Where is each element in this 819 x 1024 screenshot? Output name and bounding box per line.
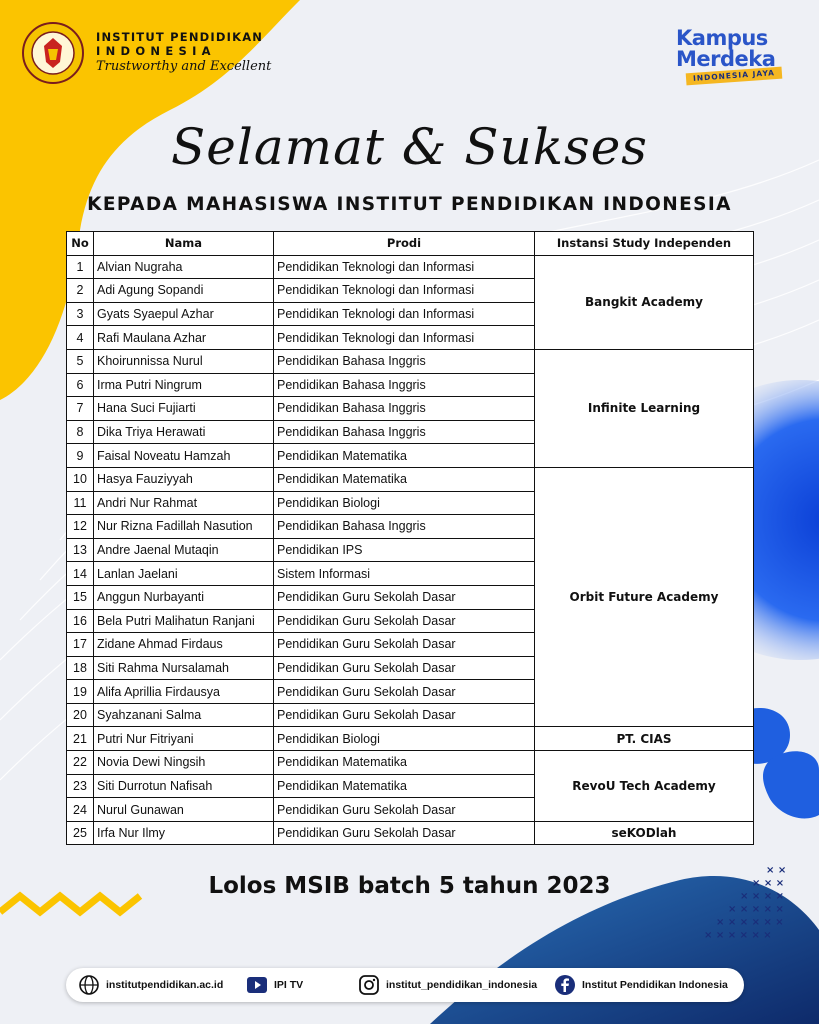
row-no: 7 xyxy=(67,397,94,421)
row-prodi: Pendidikan Guru Sekolah Dasar xyxy=(274,609,535,633)
row-no: 16 xyxy=(67,609,94,633)
row-nama: Irma Putri Ningrum xyxy=(94,373,274,397)
facebook-link[interactable] xyxy=(554,968,728,1002)
institution-tagline: Trustworthy and Excellent xyxy=(96,59,272,74)
row-no: 25 xyxy=(67,821,94,845)
row-nama: Irfa Nur Ilmy xyxy=(94,821,274,845)
youtube-label: IPI TV xyxy=(274,979,304,991)
table-body xyxy=(67,255,754,845)
row-nama: Anggun Nurbayanti xyxy=(94,585,274,609)
svg-text:× ×: × × xyxy=(766,865,787,876)
kampus-merdeka-logo xyxy=(670,26,790,88)
row-no: 6 xyxy=(67,373,94,397)
globe-icon xyxy=(78,974,100,996)
row-prodi: Sistem Informasi xyxy=(274,562,535,586)
social-bar xyxy=(66,968,744,1002)
row-prodi: Pendidikan Guru Sekolah Dasar xyxy=(274,680,535,704)
row-nama: Khoirunnissa Nurul xyxy=(94,349,274,373)
row-prodi: Pendidikan Bahasa Inggris xyxy=(274,373,535,397)
svg-text:× × × × × ×: × × × × × × xyxy=(704,930,772,941)
row-no: 2 xyxy=(67,279,94,303)
page-subtitle: KEPADA MAHASISWA INSTITUT PENDIDIKAN INDONESIA xyxy=(87,194,732,215)
row-nama: Gyats Syaepul Azhar xyxy=(94,302,274,326)
row-prodi: Pendidikan Guru Sekolah Dasar xyxy=(274,798,535,822)
row-no: 22 xyxy=(67,751,94,775)
row-prodi: Pendidikan Bahasa Inggris xyxy=(274,515,535,539)
table-row xyxy=(67,467,754,491)
row-no: 10 xyxy=(67,467,94,491)
row-instansi: Infinite Learning xyxy=(535,349,754,467)
row-prodi: Pendidikan Bahasa Inggris xyxy=(274,397,535,421)
row-prodi: Pendidikan Matematika xyxy=(274,774,535,798)
svg-text:× × ×: × × × xyxy=(752,878,785,889)
row-instansi: PT. CIAS xyxy=(535,727,754,751)
row-nama: Syahzanani Salma xyxy=(94,703,274,727)
row-prodi: Pendidikan Biologi xyxy=(274,727,535,751)
row-no: 8 xyxy=(67,420,94,444)
website-label: institutpendidikan.ac.id xyxy=(106,979,224,991)
row-nama: Siti Rahma Nursalamah xyxy=(94,656,274,680)
institution-name-line2: INDONESIA xyxy=(96,44,216,58)
row-no: 9 xyxy=(67,444,94,468)
row-no: 24 xyxy=(67,798,94,822)
row-prodi: Pendidikan Matematika xyxy=(274,444,535,468)
row-prodi: Pendidikan Matematika xyxy=(274,751,535,775)
row-prodi: Pendidikan Matematika xyxy=(274,467,535,491)
website-link[interactable] xyxy=(78,968,223,1002)
row-prodi: Pendidikan Teknologi dan Informasi xyxy=(274,302,535,326)
row-no: 19 xyxy=(67,680,94,704)
row-nama: Nur Rizna Fadillah Nasution xyxy=(94,515,274,539)
row-instansi: Bangkit Academy xyxy=(535,255,754,349)
row-no: 12 xyxy=(67,515,94,539)
instagram-link[interactable] xyxy=(358,968,537,1002)
table-row xyxy=(67,751,754,775)
row-prodi: Pendidikan Bahasa Inggris xyxy=(274,349,535,373)
row-nama: Lanlan Jaelani xyxy=(94,562,274,586)
row-no: 14 xyxy=(67,562,94,586)
row-instansi: seKODlah xyxy=(535,821,754,845)
table-row xyxy=(67,255,754,279)
row-prodi: Pendidikan Teknologi dan Informasi xyxy=(274,255,535,279)
row-nama: Alvian Nugraha xyxy=(94,255,274,279)
kampus-merdeka-line1: Kampus xyxy=(676,26,768,50)
row-nama: Novia Dewi Ningsih xyxy=(94,751,274,775)
header-no: No xyxy=(67,232,94,256)
row-prodi: Pendidikan Teknologi dan Informasi xyxy=(274,326,535,350)
row-nama: Adi Agung Sopandi xyxy=(94,279,274,303)
row-prodi: Pendidikan Guru Sekolah Dasar xyxy=(274,585,535,609)
row-no: 5 xyxy=(67,349,94,373)
row-instansi: RevoU Tech Academy xyxy=(535,751,754,822)
institution-seal-logo xyxy=(22,22,84,84)
row-prodi: Pendidikan Guru Sekolah Dasar xyxy=(274,703,535,727)
row-prodi: Pendidikan Guru Sekolah Dasar xyxy=(274,656,535,680)
header-prodi: Prodi xyxy=(274,232,535,256)
row-nama: Hana Suci Fujiarti xyxy=(94,397,274,421)
row-nama: Bela Putri Malihatun Ranjani xyxy=(94,609,274,633)
facebook-icon xyxy=(554,974,576,996)
table-row xyxy=(67,727,754,751)
row-no: 11 xyxy=(67,491,94,515)
row-nama: Putri Nur Fitriyani xyxy=(94,727,274,751)
row-no: 21 xyxy=(67,727,94,751)
row-no: 23 xyxy=(67,774,94,798)
row-nama: Zidane Ahmad Firdaus xyxy=(94,633,274,657)
student-table xyxy=(66,231,754,845)
row-no: 13 xyxy=(67,538,94,562)
row-nama: Alifa Aprillia Firdausya xyxy=(94,680,274,704)
row-prodi: Pendidikan IPS xyxy=(274,538,535,562)
row-nama: Siti Durrotun Nafisah xyxy=(94,774,274,798)
table-header-row xyxy=(67,232,754,256)
row-nama: Andre Jaenal Mutaqin xyxy=(94,538,274,562)
facebook-label: Institut Pendidikan Indonesia xyxy=(582,979,728,991)
svg-text:× × × ×: × × × × xyxy=(740,891,784,902)
instagram-icon xyxy=(358,974,380,996)
svg-text:× × × × ×: × × × × × xyxy=(728,904,784,915)
svg-text:× × × × × ×: × × × × × × xyxy=(716,917,784,928)
row-no: 1 xyxy=(67,255,94,279)
footer-announcement: Lolos MSIB batch 5 tahun 2023 xyxy=(208,873,611,899)
row-prodi: Pendidikan Guru Sekolah Dasar xyxy=(274,821,535,845)
table-row xyxy=(67,349,754,373)
row-no: 18 xyxy=(67,656,94,680)
kampus-merdeka-line2: Merdeka xyxy=(676,47,776,71)
youtube-icon xyxy=(246,974,268,996)
header-nama: Nama xyxy=(94,232,274,256)
row-prodi: Pendidikan Guru Sekolah Dasar xyxy=(274,633,535,657)
row-no: 15 xyxy=(67,585,94,609)
page-title: Selamat & Sukses xyxy=(171,118,648,176)
institution-name-line1: INSTITUT PENDIDIKAN xyxy=(96,30,264,44)
row-prodi: Pendidikan Teknologi dan Informasi xyxy=(274,279,535,303)
row-nama: Nurul Gunawan xyxy=(94,798,274,822)
row-no: 4 xyxy=(67,326,94,350)
row-nama: Hasya Fauziyyah xyxy=(94,467,274,491)
kampus-merdeka-line3: INDONESIA JAYA xyxy=(686,67,783,86)
row-no: 20 xyxy=(67,703,94,727)
instagram-label: institut_pendidikan_indonesia xyxy=(386,979,538,991)
header-instansi: Instansi Study Independen xyxy=(535,232,754,256)
row-nama: Rafi Maulana Azhar xyxy=(94,326,274,350)
youtube-link[interactable] xyxy=(246,968,303,1002)
row-nama: Andri Nur Rahmat xyxy=(94,491,274,515)
row-no: 17 xyxy=(67,633,94,657)
row-prodi: Pendidikan Biologi xyxy=(274,491,535,515)
row-no: 3 xyxy=(67,302,94,326)
row-nama: Faisal Noveatu Hamzah xyxy=(94,444,274,468)
row-nama: Dika Triya Herawati xyxy=(94,420,274,444)
row-instansi: Orbit Future Academy xyxy=(535,467,754,727)
row-prodi: Pendidikan Bahasa Inggris xyxy=(274,420,535,444)
table-row xyxy=(67,821,754,845)
